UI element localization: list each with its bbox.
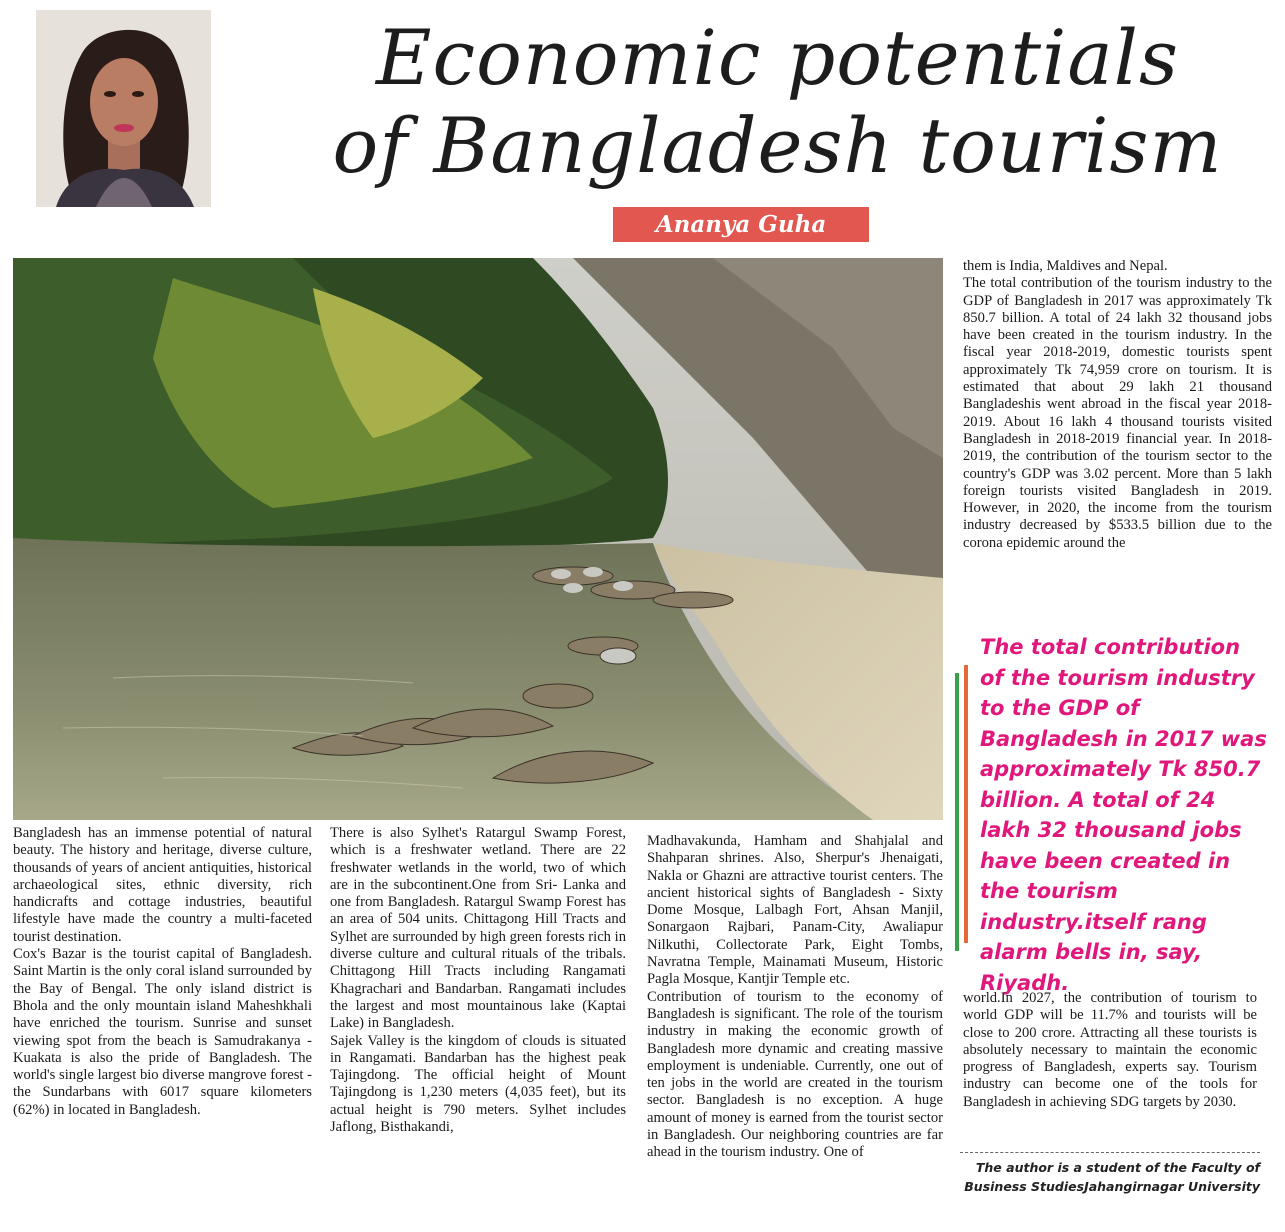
paragraph: them is India, Maldives and Nepal. xyxy=(963,258,1168,274)
paragraph: Madhavakunda, Hamham and Shahjalal and Shahparan shrines. Also, Sherpur's Jhenaigati, Nakla or Ghazni are attractive tourist centers. The ancient historical sights of Bangladesh - Sixty Dome Mosque, Lalbagh Fort, Ahsan Manjil, Sonargaon Rajbari, Panam-City, Awaliapur Nilkuthi, Collectorate Park, Eight Tombs, Navratna Temple, Mainamati Museum, Historic Pagla Mosque, Kantjir Temple etc. xyxy=(647,833,943,988)
author-byline: Ananya Guha xyxy=(613,207,869,242)
paragraph: Bangladesh has an immense potential of natural beauty. The history and heritage, diverse culture, thousands of years of ancient antiquities, historical archaeological sites, ethnic diversity, rich handicrafts and cottage industries, beautiful lifestyle have made the country a multi-faceted tourist destination. xyxy=(13,825,312,945)
article-column-3 xyxy=(647,833,943,1162)
article-column-4-top xyxy=(963,258,1272,552)
author-note-line-2: Business StudiesJahangirnagar University xyxy=(964,1179,1260,1194)
paragraph: Cox's Bazar is the tourist capital of Bangladesh. Saint Martin is the only coral island surrounded by the Bay of Bengal. The only island district is Bhola and the only mountain island Maheshkhali have enriched the tourism. Sunrise and sunset viewing spot from the beach is Samudrakanya - Kuakata is also the pride of Bangladesh. The world's single largest bio diverse mangrove forest - the Sundarbans with 6017 square kilometers (62%) in located in Bangladesh. xyxy=(13,946,312,1118)
headline xyxy=(290,14,1265,190)
article-column-2 xyxy=(330,825,626,1136)
paragraph: There is also Sylhet's Ratargul Swamp Forest, which is a freshwater wetland. There are 22 freshwater wetlands in the world, two of which are in the subcontinent.One from Sri- Lanka and one from Bangladesh. Ratargul Swamp Forest has an area of 504 units. Chittagong Hill Tracts and Sylhet are surrounded by high green forests rich in diverse culture and cultural rituals of the tribals. Chittagong Hill Tracts including Rangamati Khagrachari and Bandarban. Rangamati includes the largest and most mountainous lake (Kaptai Lake) in Bangladesh. xyxy=(330,825,626,1032)
author-note-line-1: The author is a student of the Faculty of xyxy=(975,1160,1260,1175)
paragraph: Sajek Valley is the kingdom of clouds is situated in Rangamati. Bandarban has the highest peak Tajingdong. The official height of Mount Tajingdong is 1,230 meters (4,035 feet), but its actual height is 790 meters. Sylhet includes Jaflong, Bisthakandi, xyxy=(330,1032,626,1136)
author-note-divider xyxy=(960,1152,1260,1153)
article-column-4-bottom xyxy=(963,990,1257,1111)
portrait-image xyxy=(36,10,211,207)
headline-line-2: of Bangladesh tourism xyxy=(332,101,1223,190)
pull-quote: The total contribution of the tourism industry to the GDP of Bangladesh in 2017 was approximately Tk 850.7 billion. A total of 24 lakh 32 thousand jobs have been created in the tourism industry.itself rang alarm bells in, say, Riyadh. xyxy=(980,635,1267,995)
author-note xyxy=(960,1158,1260,1196)
pull-quote-bar-red xyxy=(964,665,968,943)
paragraph: Contribution of tourism to the economy of Bangladesh is significant. The role of the tourism industry in making the economic growth of Bangladesh more dynamic and creating massive employment is undeniable. Currently, one out of ten jobs in the world are created in the tourism sector. Bangladesh is no exception. A huge amount of money is earned from the tourist sector in Bangladesh. Our neighboring countries are far ahead in the tourism industry. One of xyxy=(647,988,943,1161)
pull-quote-bar-green xyxy=(955,673,959,951)
river-photo xyxy=(13,258,943,820)
headline-line-1: Economic potentials xyxy=(376,13,1179,102)
river-landscape-image xyxy=(13,258,943,820)
author-portrait xyxy=(36,10,211,207)
paragraph: world.In 2027, the contribution of tourism to world GDP will be 11.7% and tourists will be close to 200 crore. Attracting all these tourists is absolutely necessary to maintain the economic progress of Bangladesh, experts say. Tourism industry can become one of the tools for Bangladesh in achieving SDG targets by 2030. xyxy=(963,990,1257,1110)
paragraph: The total contribution of the tourism industry to the GDP of Bangladesh in 2017 was approximately Tk 850.7 billion. A total of 24 lakh 32 thousand jobs have been created in the tourism industry. In the fiscal year 2018-2019, domestic tourists spent approximately Tk 74,959 crore on tourism. It is estimated that about 29 lakh 21 thousand Bangladeshis went abroad in the fiscal year 2018-2019. About 16 lakh 4 thousand tourists visited Bangladesh in 2018-2019 financial year. In 2018-2019, the contribution of the tourism sector to the country's GDP was 3.02 percent. More than 5 lakh foreign tourists visited Bangladesh in 2019. However, in 2020, the income from the tourism industry decreased by $533.5 billion due to the corona epidemic around the xyxy=(963,275,1272,551)
article-column-1 xyxy=(13,825,312,1119)
